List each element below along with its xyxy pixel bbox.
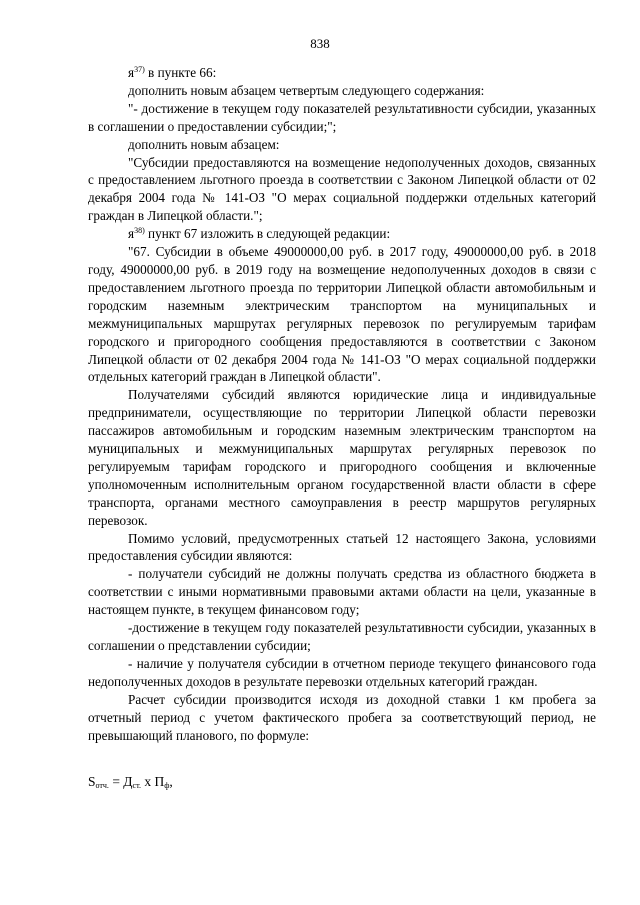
paragraph: - наличие у получателя субсидии в отчетном периоде текущего финансового года недополученных доходов в результате перевозки отдельных категорий граждан. bbox=[88, 655, 596, 689]
paragraph: дополнить новым абзацем четвертым следующего содержания: bbox=[128, 82, 485, 98]
paragraph-text: в пункте 66: bbox=[144, 65, 217, 80]
paragraph: "- достижение в текущем году показателей результативности субсидии, указанных в соглашении о предоставлении субсидии;"; bbox=[88, 100, 596, 134]
paragraph: Помимо условий, предусмотренных статьей 12 настоящего Закона, условиями предоставления субсидии являются: bbox=[88, 530, 596, 564]
item-letter: я bbox=[128, 65, 135, 80]
paragraph: Получателями субсидий являются юридические лица и индивидуальные предприниматели, осуществляющие по территории Липецкой области перевозки пассажиров автомобильным и городским наземным электрическим транспортом на муниципальных и межмуниципальных маршрутах регулярных перевозок по регулируемым тарифам городского и пригородного сообщения и включенные уполномоченным исполнительным органом государственной власти области в сфере транспорта, органами местного самоуправления в реестр маршрутов регулярных перевозок. bbox=[88, 387, 596, 528]
paragraph: дополнить новым абзацем: bbox=[128, 136, 280, 152]
list-item bbox=[88, 64, 596, 82]
item-number: 37) bbox=[134, 65, 145, 74]
item-number: 38) bbox=[134, 226, 145, 236]
formula-symbol: S bbox=[88, 774, 96, 789]
paragraph-text: пункт 67 изложить в следующей редакции: bbox=[144, 226, 391, 242]
formula-subscript: ст. bbox=[132, 781, 141, 790]
page-number: 838 bbox=[310, 36, 330, 51]
document-body bbox=[88, 64, 596, 744]
formula bbox=[88, 774, 173, 790]
formula-symbol: = Д bbox=[108, 774, 133, 789]
formula-symbol: х П bbox=[140, 774, 165, 789]
paragraph: Расчет субсидии производится исходя из доходной ставки 1 км пробега за отчетный период с учетом фактического пробега за соответствующий период, не превышающий планового, по формуле: bbox=[88, 691, 596, 743]
formula-subscript: ф bbox=[164, 781, 170, 790]
formula-subscript: отч. bbox=[95, 781, 109, 790]
paragraph: "Субсидии предоставляются на возмещение недополученных доходов, связанных с предоставлением льготного проезда в соответствии с Законом Липецкой области от 02 декабря 2004 года № 141-ОЗ "О мерах социальной поддержки отдельных категорий граждан в Липецкой области."; bbox=[88, 154, 596, 224]
list-item bbox=[88, 225, 596, 243]
formula-symbol: , bbox=[169, 774, 173, 789]
item-letter: я bbox=[128, 226, 135, 242]
paragraph: "67. Субсидии в объеме 49000000,00 руб. в 2017 году, 49000000,00 руб. в 2018 году, 49000000,00 руб. в 2019 году на возмещение недополученных доходов в связи с предоставлением льготного проезда по территории Липецкой области автомобильным и городским наземным электрическим транспортом на муниципальных и межмуниципальных маршрутах регулярных перевозок по регулируемым тарифам городского и пригородного сообщения предоставляются в соответствии с Законом Липецкой области от 02 декабря 2004 года № 141-ОЗ "О мерах социальной поддержки отдельных категорий граждан в Липецкой области". bbox=[88, 244, 596, 385]
paragraph: - получатели субсидий не должны получать средства из областного бюджета в соответствии с иными нормативными правовыми актами области на цели, указанные в настоящем пункте, в текущем финансовом году; bbox=[88, 566, 596, 618]
paragraph: -достижение в текущем году показателей результативности субсидии, указанных в соглашении о представлении субсидии; bbox=[88, 620, 596, 653]
